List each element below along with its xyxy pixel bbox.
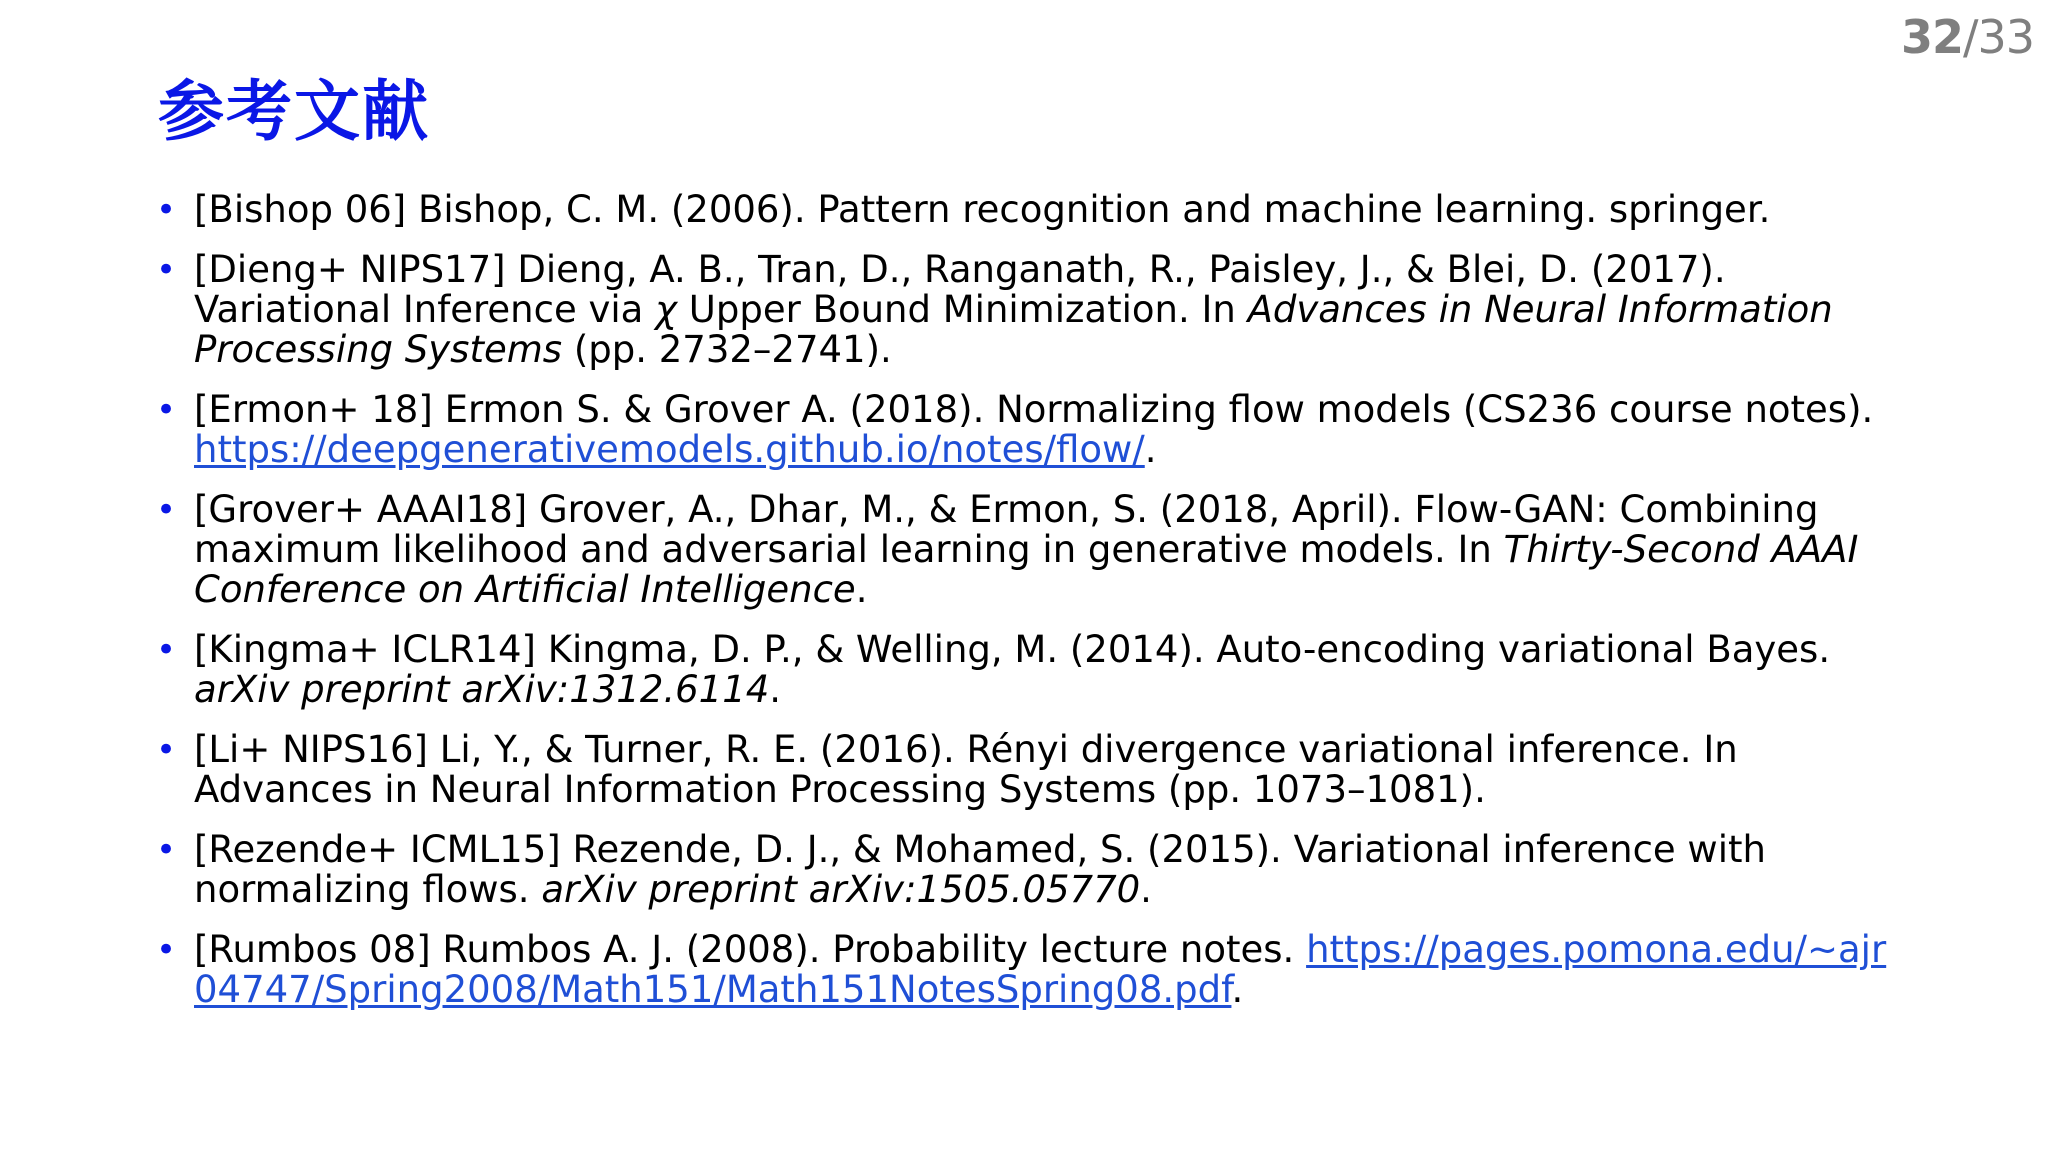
reference-key: [Rezende+ ICML15] — [194, 828, 561, 871]
reference-venue: Thirty-Second AAAI Conference on Artificial Intelligence — [194, 528, 1859, 611]
reference-text: Upper Bound Minimization. In — [677, 288, 1248, 331]
reference-item-li16 — [150, 730, 1890, 810]
reference-key: [Bishop 06] — [194, 188, 407, 231]
page-number — [1901, 10, 2034, 64]
reference-key: [Ermon+ 18] — [194, 388, 433, 431]
reference-key: [Grover+ AAAI18] — [194, 488, 528, 531]
reference-item-dieng17 — [150, 250, 1890, 370]
bullet-icon: • — [156, 490, 177, 530]
bullet-icon: • — [156, 250, 177, 290]
slide-title: 参考文献 — [158, 73, 430, 150]
reference-text: . — [1140, 868, 1152, 911]
bullet-icon: • — [156, 390, 177, 430]
reference-key: [Li+ NIPS16] — [194, 728, 428, 771]
reference-item-rumbos08 — [150, 930, 1890, 1010]
reference-link-pomona-notes[interactable]: https://pages.pomona.edu/~ajr04747/Spring2008/Math151/Math151NotesSpring08.pdf — [194, 928, 1887, 1011]
reference-key: [Kingma+ ICLR14] — [194, 628, 536, 671]
reference-text: . — [855, 568, 868, 611]
bullet-icon: • — [156, 730, 177, 770]
reference-venue: arXiv preprint arXiv:1312.6114 — [194, 668, 770, 711]
reference-text: Rezende, D. J., & Mohamed, S. (2015). Variational inference with normalizing flows. — [194, 828, 1766, 911]
reference-venue: arXiv preprint arXiv:1505.05770 — [541, 868, 1141, 911]
reference-item-kingma14 — [150, 630, 1890, 710]
reference-text: Ermon S. & Grover A. (2018). Normalizing flow models (CS236 course notes). — [444, 388, 1874, 431]
page-number-separator: / — [1962, 10, 1978, 64]
reference-item-grover18 — [150, 490, 1890, 610]
bullet-icon: • — [156, 630, 177, 670]
page-number-total: 33 — [1977, 10, 2034, 64]
reference-text: . — [1231, 968, 1244, 1011]
reference-list — [150, 190, 1890, 1030]
reference-text: (pp. 2732–2741). — [562, 328, 892, 371]
reference-item-rezende15 — [150, 830, 1890, 910]
reference-text: Kingma, D. P., & Welling, M. (2014). Auto-encoding variational Bayes. — [547, 628, 1831, 671]
reference-text: Dieng, A. B., Tran, D., Ranganath, R., Paisley, J., & Blei, D. (2017). Variational Inference via — [194, 248, 1726, 331]
reference-link-flow-notes[interactable]: https://deepgenerativemodels.github.io/notes/flow/ — [194, 428, 1145, 471]
bullet-icon: • — [156, 830, 177, 870]
page-number-current: 32 — [1900, 10, 1963, 64]
reference-item-ermon18 — [150, 390, 1890, 470]
reference-text: . — [1144, 428, 1157, 471]
chi-symbol: χ — [655, 288, 678, 331]
bullet-icon: • — [156, 190, 177, 230]
reference-text: Rumbos A. J. (2008). Probability lecture notes. — [442, 928, 1307, 971]
reference-key: [Rumbos 08] — [194, 928, 431, 971]
reference-item-bishop06 — [150, 190, 1890, 230]
reference-text: Bishop, C. M. (2006). Pattern recognition and machine learning. springer. — [418, 188, 1771, 231]
bullet-icon: • — [156, 930, 177, 970]
reference-text: Grover, A., Dhar, M., & Ermon, S. (2018, April). Flow-GAN: Combining maximum likelihood and adversarial learning in generative models. In — [194, 488, 1819, 571]
reference-key: [Dieng+ NIPS17] — [194, 248, 506, 291]
reference-text: . — [769, 668, 782, 711]
reference-venue: Advances in Neural Information Processing Systems — [194, 288, 1833, 371]
reference-text: Li, Y., & Turner, R. E. (2016). Rényi divergence variational inference. In Advances in Neural Information Processing Systems (pp. 1073–1081). — [194, 728, 1738, 811]
